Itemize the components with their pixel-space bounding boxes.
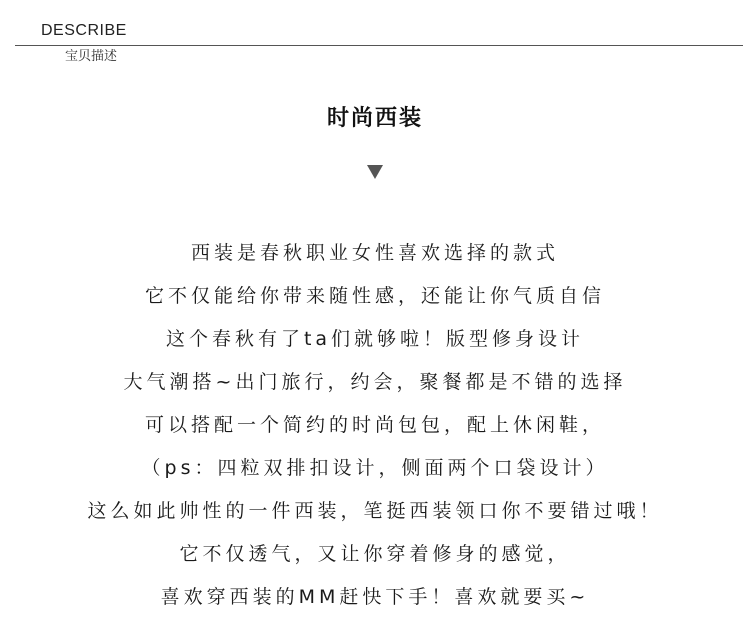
description-line: 这个春秋有了ta们就够啦！版型修身设计	[165, 328, 585, 350]
description-line: 这么如此帅性的一件西装，笔挺西装领口你不要错过哦！	[87, 500, 663, 522]
description-line: 它不仅透气，又让你穿着修身的感觉，	[179, 543, 571, 565]
section-header	[0, 0, 750, 70]
section-label-zh: 宝贝描述	[65, 49, 118, 64]
triangle-down-icon	[367, 165, 383, 179]
description-line: 可以搭配一个简约的时尚包包，配上休闲鞋，	[144, 414, 605, 436]
description-line: 喜欢穿西装的MM赶快下手！喜欢就要买~	[160, 586, 590, 608]
section-divider	[15, 45, 743, 46]
description-line: 西装是春秋职业女性喜欢选择的款式	[190, 242, 559, 264]
description-line: 它不仅能给你带来随性感，还能让你气质自信	[144, 285, 605, 307]
description-line: 大气潮搭~出门旅行，约会，聚餐都是不错的选择	[123, 371, 627, 393]
description-line: （ps：四粒双排扣设计，侧面两个口袋设计）	[141, 457, 609, 479]
section-label-en: DESCRIBE	[41, 22, 127, 39]
page-title: 时尚西装	[326, 106, 423, 131]
description-text	[0, 233, 750, 620]
